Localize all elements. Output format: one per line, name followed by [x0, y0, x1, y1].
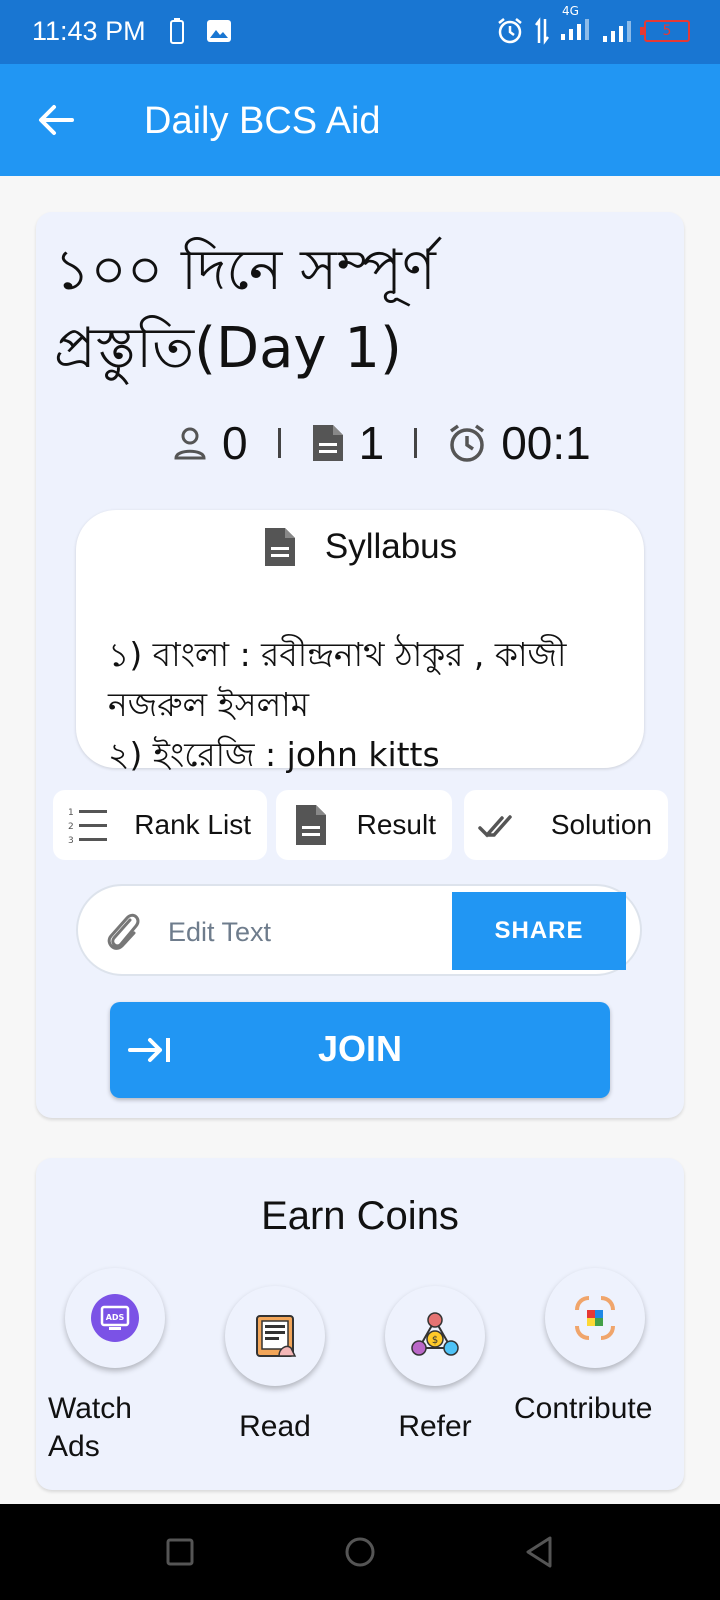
battery-low-icon: [170, 18, 184, 44]
attachment-icon[interactable]: [100, 908, 144, 954]
exam-title: ১০০ দিনে সম্পূর্ণ প্রস্তুতি(Day 1): [54, 238, 436, 381]
read-label: Read: [239, 1410, 311, 1443]
battery-indicator: 5: [644, 20, 690, 42]
share-button[interactable]: SHARE: [452, 892, 626, 970]
join-label: JOIN: [317, 1028, 403, 1069]
share-row: [76, 884, 642, 976]
questions-count: 1: [358, 417, 385, 469]
status-time: 11:43 PM: [32, 16, 146, 46]
stat-divider: [278, 428, 281, 458]
contribute-button[interactable]: [545, 1268, 645, 1368]
join-button[interactable]: [110, 1002, 610, 1098]
signal-icon: [560, 16, 592, 42]
result-button[interactable]: [276, 790, 452, 860]
back-nav-icon[interactable]: [520, 1532, 560, 1572]
data-arrows-icon: [534, 17, 550, 45]
refer-item[interactable]: [360, 1286, 510, 1446]
refer-button[interactable]: [385, 1286, 485, 1386]
app-bar: [0, 64, 720, 176]
syllabus-text: ১) বাংলা : রবীন্দ্রনাথ ঠাকুর , কাজী নজরুল ইসলাম ২) ইংরেজি : john kitts: [108, 635, 567, 774]
svg-text:ADS: ADS: [105, 1313, 125, 1322]
document-icon: [290, 804, 332, 846]
network-type: 4G: [562, 4, 579, 18]
exam-card: [36, 212, 684, 1118]
alarm-clock-icon: [447, 423, 487, 463]
navigation-bar: [0, 1504, 720, 1600]
participants-count: 0: [222, 417, 248, 469]
svg-text:1: 1: [68, 808, 74, 818]
solution-label: Solution: [550, 809, 652, 840]
home-icon[interactable]: [340, 1532, 380, 1572]
result-label: Result: [356, 809, 436, 840]
solution-button[interactable]: [464, 790, 668, 860]
watch-ads-button[interactable]: [65, 1268, 165, 1368]
rank-list-label: Rank List: [134, 809, 251, 840]
refer-icon: [409, 1310, 461, 1362]
person-icon: [172, 425, 208, 461]
document-icon: [311, 423, 345, 463]
earn-coins-card: [36, 1158, 684, 1490]
read-button[interactable]: [225, 1286, 325, 1386]
exam-stats: [172, 416, 591, 470]
numbered-list-icon: [67, 804, 109, 846]
duration: 00:1: [501, 417, 591, 469]
svg-text:2: 2: [68, 822, 74, 832]
syllabus-box[interactable]: [76, 510, 644, 774]
app-title: Daily BCS Aid: [144, 100, 381, 142]
watch-ads-item[interactable]: [40, 1268, 190, 1466]
earn-title: Earn Coins: [261, 1194, 459, 1238]
svg-text:3: 3: [68, 836, 74, 846]
read-item[interactable]: [200, 1286, 350, 1446]
contribute-item[interactable]: [514, 1268, 670, 1428]
syllabus-label: Syllabus: [324, 527, 458, 566]
stat-divider: [414, 428, 417, 458]
read-icon: [249, 1310, 301, 1362]
document-icon: [263, 526, 297, 568]
ads-icon: [89, 1292, 141, 1344]
status-bar: [0, 0, 720, 64]
alarm-icon: [496, 17, 524, 45]
arrow-left-icon[interactable]: [34, 98, 78, 142]
contribute-label: Contribute: [514, 1392, 653, 1425]
svg-text:$: $: [431, 1335, 439, 1346]
image-icon: [206, 19, 232, 43]
double-check-icon: [478, 804, 520, 846]
share-text-input[interactable]: [168, 910, 438, 954]
refer-label: Refer: [398, 1410, 472, 1443]
contribute-icon: [569, 1292, 621, 1344]
recent-apps-icon[interactable]: [160, 1532, 200, 1572]
signal-2-icon: [602, 18, 634, 44]
rank-list-button[interactable]: [53, 790, 267, 860]
watch-ads-label: Watch Ads: [48, 1392, 132, 1463]
